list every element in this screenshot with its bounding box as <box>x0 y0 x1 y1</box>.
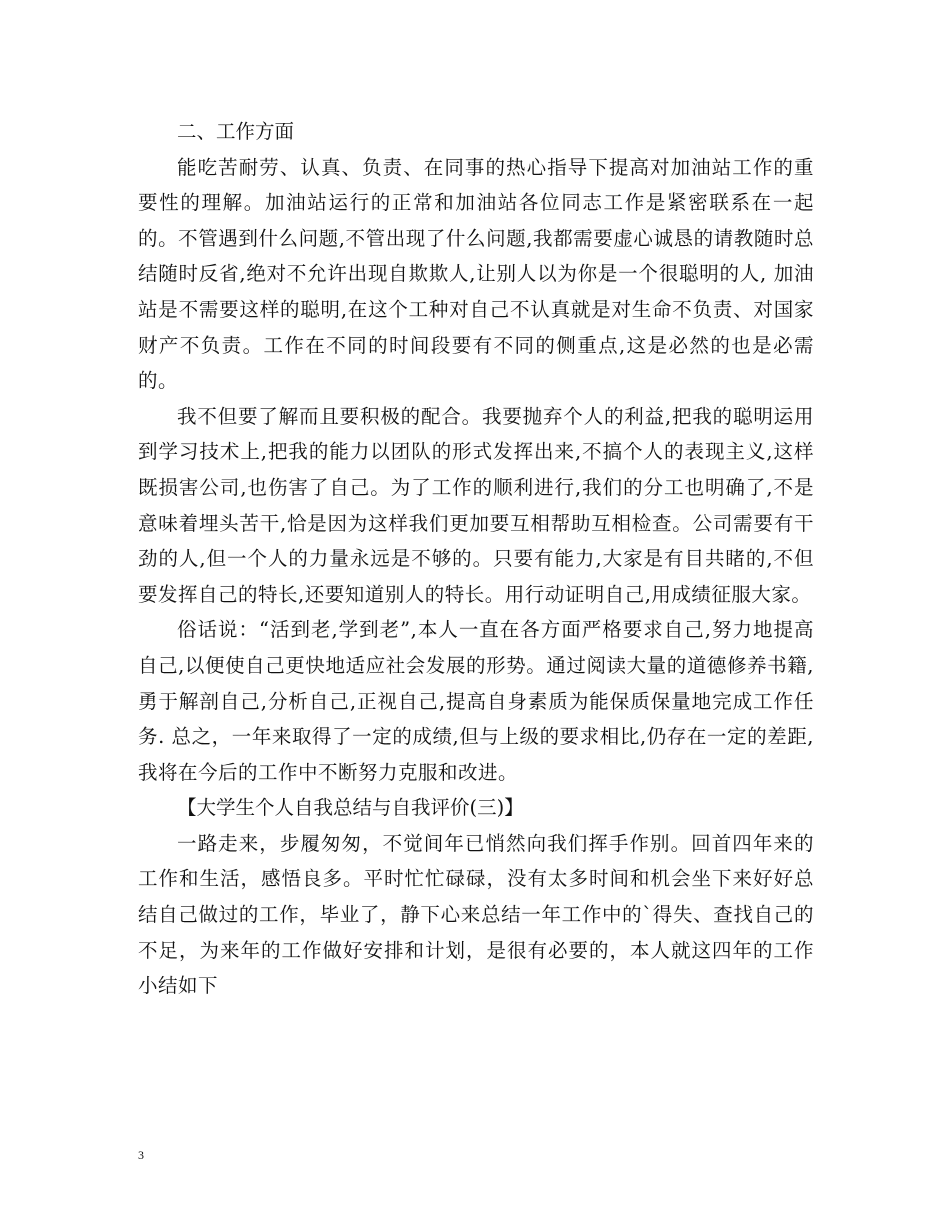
paragraph: 一路走来，步履匆匆，不觉间年已悄然向我们挥手作别。回首四年来的工作和生活，感悟良多。平时忙忙碌碌，没有太多时间和机会坐下来好好总结自己做过的工作，毕业了，静下心来总结一年工作中的`得失、查找自己的不足，为来年的工作做好安排和计划，是很有必要的，本人就这四年的工作小结如下 <box>138 831 814 998</box>
section-heading: 二、工作方面 <box>177 120 295 143</box>
paragraph: 我不但要了解而且要积极的配合。我要抛弃个人的利益,把我的聪明运用到学习技术上,把我的能力以团队的形式发挥出来,不搞个人的表现主义,这样既损害公司,也伤害了自己。为了工作的顺利进行,我们的分工也明确了,不是意味着埋头苦干,恰是因为这样我们更加要互相帮助互相检查。公司需要有干劲的人,但一个人的力量永远是不够的。只要有能力,大家是有目共睹的,不但要发挥自己的特长,还要知道别人的特长。用行动证明自己,用成绩征服大家。 <box>138 404 814 606</box>
section-heading: 【大学生个人自我总结与自我评价(三)】 <box>177 796 524 820</box>
paragraph: 能吃苦耐劳、认真、负责、在同事的热心指导下提高对加油站工作的重要性的理解。加油站运行的正常和加油站各位同志工作是紧密联系在一起的。不管遇到什么问题,不管出现了什么问题,我都需要虚心诚恳的请教随时总结随时反省,绝对不允许出现自欺欺人,让别人以为你是一个很聪明的人, 加油站是不需要这样的聪明,在这个工种对自己不认真就是对生命不负责、对国家财产不负责。工作在不同的时间段要有不同的侧重点,这是必然的也是必需的。 <box>138 155 814 393</box>
page-number: 3 <box>138 1148 144 1162</box>
paragraph: 俗话说：“活到老,学到老”,本人一直在各方面严格要求自己,努力地提高自己,以便使自己更快地适应社会发展的形势。通过阅读大量的道德修养书籍,勇于解剖自己,分析自己,正视自己,提高自身素质为能保质保量地完成工作任务. 总之，一年来取得了一定的成绩,但与上级的要求相比,仍存在一定的差距,我将在今后的工作中不断努力克服和改进。 <box>138 618 814 784</box>
document-body <box>138 114 814 1004</box>
